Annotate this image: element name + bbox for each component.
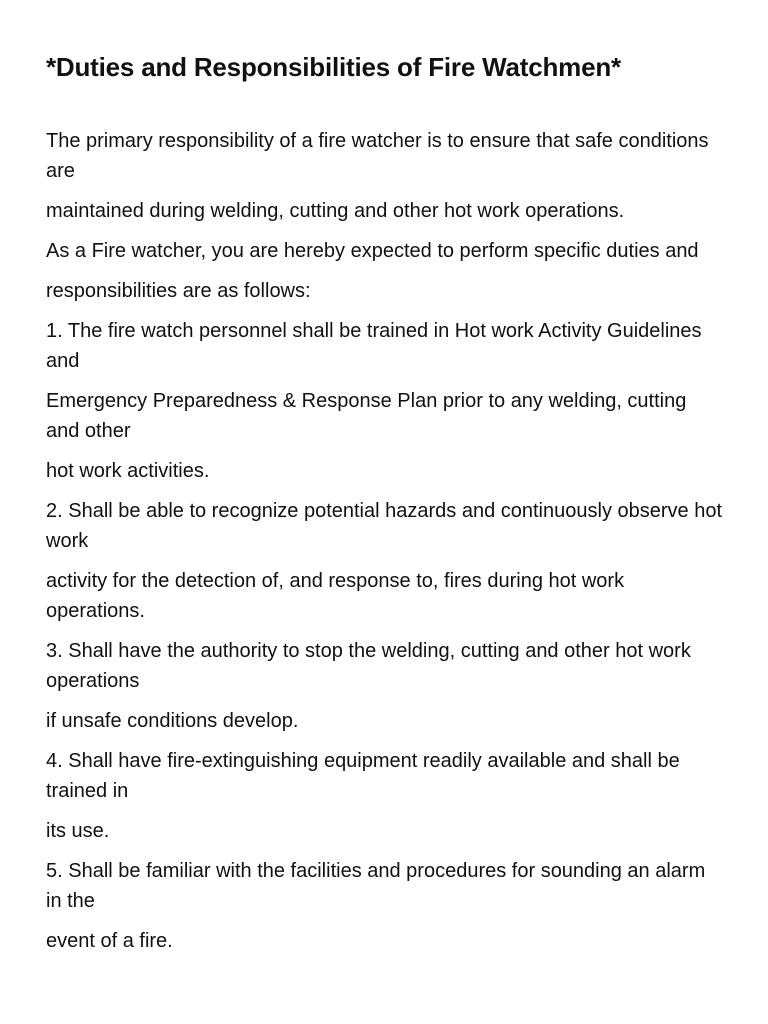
- paragraph-intro-2: maintained during welding, cutting and other hot work operations.: [46, 200, 625, 222]
- paragraph-duty-1b: Emergency Preparedness & Response Plan prior to any welding, cutting and other: [46, 390, 687, 442]
- paragraph-duty-4a: 4. Shall have fire-extinguishing equipment readily available and shall be trained in: [46, 750, 680, 802]
- paragraph-duty-2b: activity for the detection of, and response to, fires during hot work operations.: [46, 570, 625, 622]
- paragraph-duty-1c: hot work activities.: [46, 460, 210, 482]
- paragraph-duty-2a: 2. Shall be able to recognize potential hazards and continuously observe hot work: [46, 500, 723, 552]
- document-body: [46, 126, 724, 956]
- paragraph-duty-3a: 3. Shall have the authority to stop the welding, cutting and other hot work operations: [46, 640, 691, 692]
- paragraph-intro-1: The primary responsibility of a fire watcher is to ensure that safe conditions are: [46, 130, 709, 182]
- paragraph-intro-4: responsibilities are as follows:: [46, 280, 311, 302]
- paragraph-intro-3: As a Fire watcher, you are hereby expected to perform specific duties and: [46, 240, 699, 262]
- paragraph-duty-5a: 5. Shall be familiar with the facilities and procedures for sounding an alarm in the: [46, 860, 706, 912]
- paragraph-duty-1a: 1. The fire watch personnel shall be trained in Hot work Activity Guidelines and: [46, 320, 702, 372]
- paragraph-duty-4b: its use.: [46, 820, 110, 842]
- paragraph-duty-5b: event of a fire.: [46, 930, 173, 952]
- document-title: *Duties and Responsibilities of Fire Watchmen*: [46, 52, 621, 82]
- paragraph-duty-3b: if unsafe conditions develop.: [46, 710, 299, 732]
